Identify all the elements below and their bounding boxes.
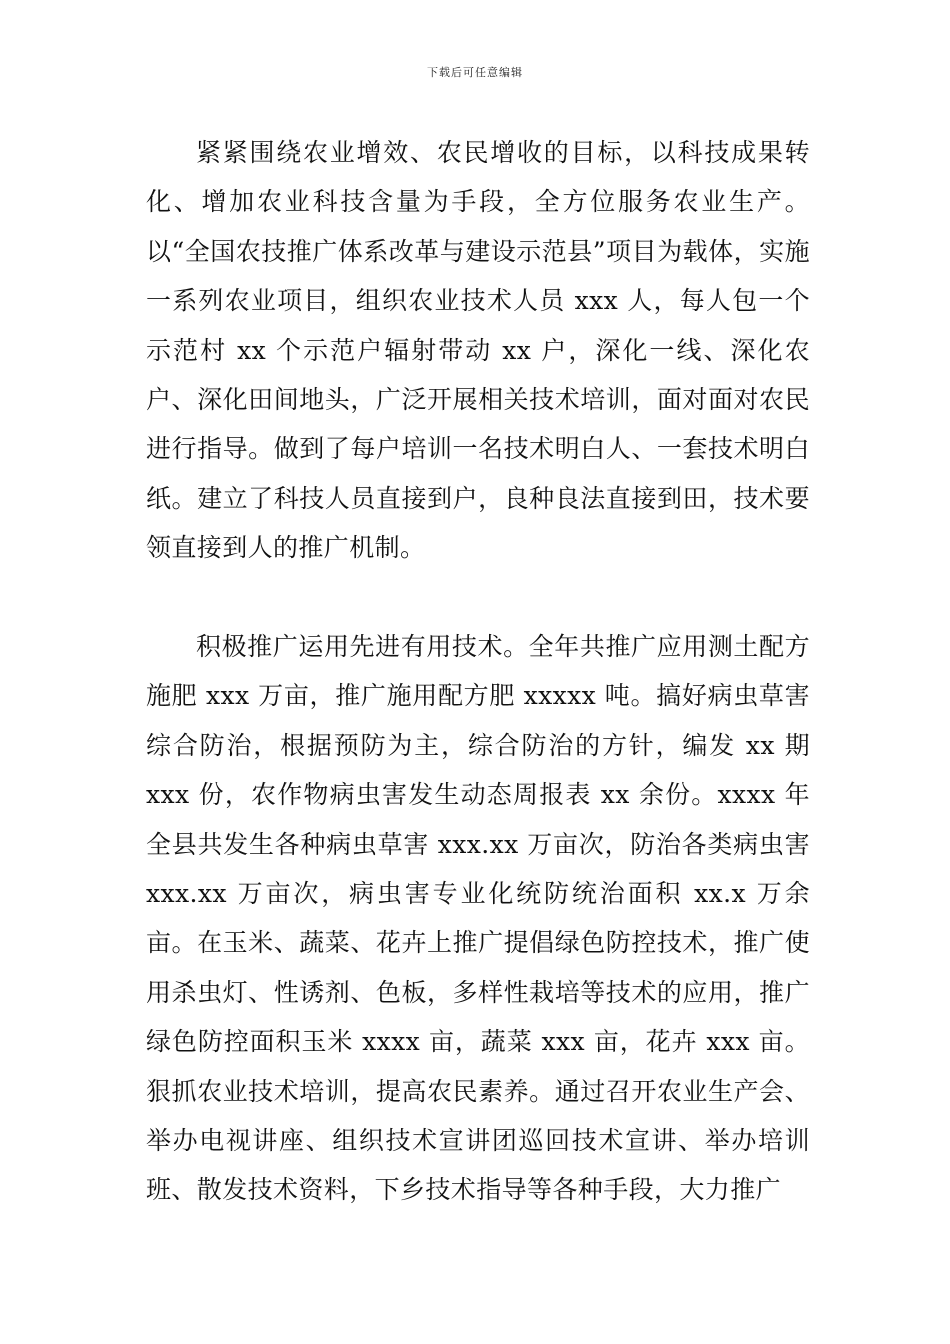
- header-note: 下载后可任意编辑: [427, 66, 523, 79]
- paragraph-1: 紧紧围绕农业增效、农民增收的目标，以科技成果转化、增加农业科技含量为手段，全方位服务农业生产。以“全国农技推广体系改革与建设示范县”项目为载体，实施一系列农业项目，组织农业技术人员 xxx 人，每人包一个示范村 xx 个示范户辐射带动 xx 户，深化一线、深化农户、深化田间地头，广泛开展相关技术培训，面对面对农民进行指导。做到了每户培训一名技术明白人、一套技术明白纸。建立了科技人员直接到户，良种良法直接到田，技术要领直接到人的推广机制。: [146, 138, 810, 563]
- paragraph-2: 积极推广运用先进有用技术。全年共推广应用测土配方施肥 xxx 万亩，推广施用配方肥 xxxxx 吨。搞好病虫草害综合防治，根据预防为主，综合防治的方针，编发 xx 期 xxx 份，农作物病虫害发生动态周报表 xx 余份。xxxx 年全县共发生各种病虫草害 xxx.xx 万亩次，防治各类病虫害 xxx.xx 万亩次，病虫害专业化统防统治面积 xx.x 万余亩。在玉米、蔬菜、花卉上推广提倡绿色防控技术，推广使用杀虫灯、性诱剂、色板，多样性栽培等技术的应用，推广绿色防控面积玉米 xxxx 亩，蔬菜 xxx 亩，花卉 xxx 亩。狠抓农业技术培训，提高农民素养。通过召开农业生产会、举办电视讲座、组织技术宣讲团巡回技术宣讲、举办培训班、散发技术资料，下乡技术指导等各种手段，大力推广: [146, 632, 810, 1205]
